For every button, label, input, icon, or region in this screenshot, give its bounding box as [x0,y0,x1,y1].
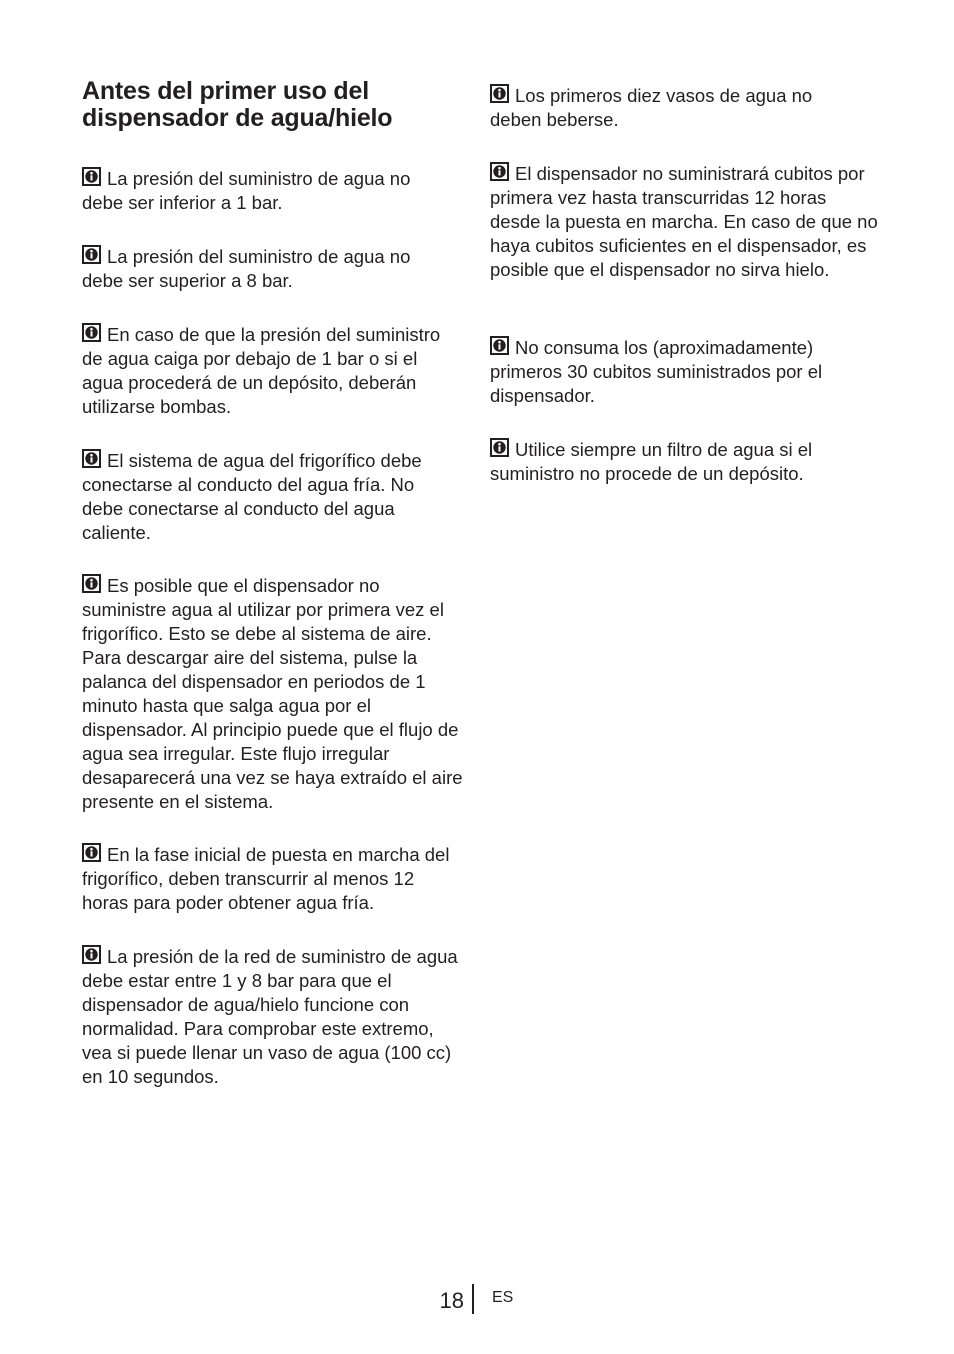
note-text: La presión del suministro de agua no debe ser superior a 8 bar. [82,246,411,291]
note-item [82,945,466,1089]
info-icon [490,84,509,103]
note-item [82,323,458,419]
info-icon [82,167,101,186]
note-item [82,245,454,293]
page-number: 18 [439,1288,464,1313]
note-text: La presión de la red de suministro de agua debe estar entre 1 y 8 bar para que el dispensador de agua/hielo funcione con normalidad. Para comprobar este extremo, vea si puede llenar un vaso de agua (100 cc) en 10 segundos. [82,946,458,1087]
note-item [82,843,454,915]
info-icon [490,162,509,181]
note-text: Utilice siempre un filtro de agua si el suministro no procede de un depósito. [490,439,813,484]
language-code: ES [492,1289,514,1306]
note-text: La presión del suministro de agua no debe ser inferior a 1 bar. [82,168,411,213]
info-icon [82,245,101,264]
note-text: Los primeros diez vasos de agua no deben beberse. [490,85,813,130]
note-item [490,84,862,132]
info-icon [82,843,101,862]
note-text: El sistema de agua del frigorífico debe conectarse al conducto del agua fría. No debe conectarse al conducto del agua caliente. [82,450,422,543]
info-icon [82,574,101,593]
note-item [82,574,466,814]
note-text: No consuma los (aproximadamente) primeros 30 cubitos suministrados por el dispensador. [490,337,823,406]
info-icon [82,323,101,342]
note-item [82,449,458,545]
note-text: En la fase inicial de puesta en marcha del frigorífico, deben transcurrir al menos 12 horas para poder obtener agua fría. [82,844,450,913]
info-icon [82,449,101,468]
note-item [490,438,860,486]
note-item [490,336,860,408]
page-title: Antes del primer uso del dispensador de agua/hielo [82,77,393,132]
footer-divider [472,1284,474,1314]
info-icon [490,438,509,457]
note-text: El dispensador no suministrará cubitos por primera vez hasta transcurridas 12 horas desde la puesta en marcha. En caso de que no haya cubitos suficientes en el dispensador, es posible que el dispensador no sirva hielo. [490,163,878,280]
info-icon [82,945,101,964]
info-icon [490,336,509,355]
note-text: Es posible que el dispensador no suministre agua al utilizar por primera vez el frigorífico. Esto se debe al sistema de aire. Para descargar aire del sistema, pulse la palanca del dispensador en periodos de 1 minuto hasta que salga agua por el dispensador. Al principio puede que el flujo de agua sea irregular. Este flujo irregular desaparecerá una vez se haya extraído el aire presente en el sistema. [82,575,463,812]
note-item [490,162,880,282]
note-text: En caso de que la presión del suministro de agua caiga por debajo de 1 bar o si el agua procederá de un depósito, deberán utilizarse bombas. [82,324,441,417]
note-item [82,167,454,215]
